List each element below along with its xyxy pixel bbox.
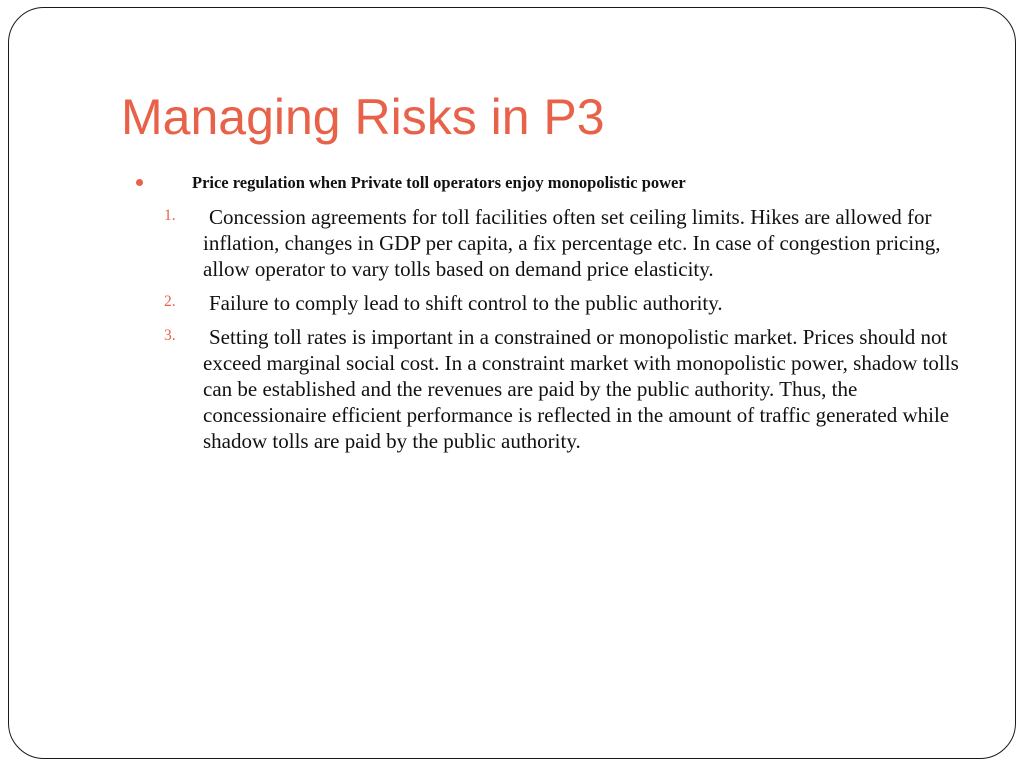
item-number: 2. [164,293,176,310]
list-item [164,290,974,316]
bullet-text: Price regulation when Private toll operators enjoy monopolistic power [192,173,686,192]
item-number: 1. [164,207,176,224]
item-text: Setting toll rates is important in a constrained or monopolistic market. Prices should not exceed marginal social cost. In a constraint market with monopolistic power, shadow tolls can be established and the revenues are paid by the public authority. Thus, the concessionaire efficient performance is reflected in the amount of traffic generated while shadow tolls are paid by the public authority. [203,325,959,453]
list-item [164,204,974,282]
item-text: Concession agreements for toll facilities often set ceiling limits. Hikes are allowed for inflation, changes in GDP per capita, a fix percentage etc. In case of congestion pricing, allow operator to vary tolls based on demand price elasticity. [203,205,941,281]
slide-frame [8,7,1016,759]
list-item [164,324,974,454]
slide-title: Managing Risks in P3 [121,89,605,145]
item-number: 3. [164,327,176,344]
bullet-dot-icon [136,179,143,186]
numbered-list [164,204,974,462]
item-text: Failure to comply lead to shift control to the public authority. [209,291,723,315]
